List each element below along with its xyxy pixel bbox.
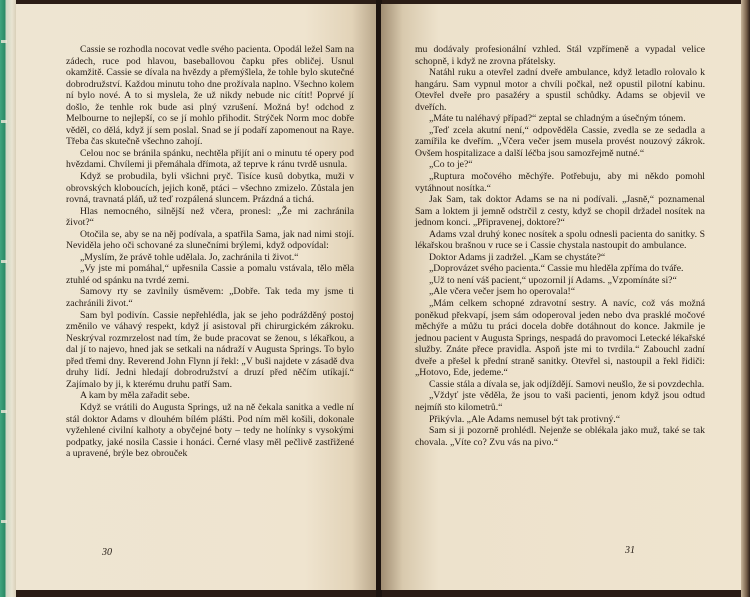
paragraph: „Ale včera večer jsem ho operovala!“ (429, 286, 576, 298)
paragraph: „Vy jste mi pomáhal,“ upřesnila Cassie a pomalu vstávala, tělo měla ztuhlé od spánku na tvrdé zemi. (66, 263, 354, 286)
paragraph: Samovy rty se zavlnily úsměvem: „Dobře. Tak teda my jsme ti zachránili život.“ (66, 286, 354, 310)
book-edge-right (741, 0, 750, 597)
paragraph: Když se vrátili do Augusta Springs, už na ně čekala sanitka a vedle ní stál doktor Adams v dlouhém bílém plášti. Pod ním měl košili, dokonale vyžehlené civilní kalhoty a obyčejné boty – tedy ne holínky s vysokými podpatky, jaké nosila Cassie i honáci. Černé vlasy měl pečlivě zastřižené a upravené, brýle bez obrouček (66, 401, 354, 460)
paragraph: Jak Sam, tak doktor Adams se na ni podívali. „Jasně,“ poznamenal Sam a loktem ji jemně odstrčil z cesty, když se chopil držadel nosítek na jednom konci. „Připravenej, doktore?“ (415, 194, 705, 229)
paragraph: „Teď zcela akutní není,“ odpověděla Cassie, zvedla se ze sedadla a zamířila ke dveřím. „Včera večer jsem musela provést nouzový zákrok. Ovšem hospitalizace a další léčba jsou samozřejmě nutné.“ (415, 124, 705, 159)
page-number: 31 (625, 545, 635, 556)
paragraph: „Ruptura močového měchýře. Potřebuju, aby mi někdo pomohl vytáhnout nosítka.“ (415, 171, 705, 194)
paragraph: Cassie se rozhodla nocovat vedle svého pacienta. Opodál ležel Sam na zádech, ruce pod hlavou, baseballovou čapku přes obličej. Usnul okamžitě. Cassie se dívala na hvězdy a přemýšlela, že tohle bylo skutečné dobrodružství. Každou minutu toho dne prožívala naplno. Všechno kolem ní bylo nové. A to si myslela, že už nikdy nebude nic cítit! Poprvé jí došlo, že tenhle rok bude asi plný vzrušení. Možná by! odchod z Melbourne to nejlepší, co se jí mohlo přihodit. Strýček Norm moc dobře věděl, co dělá, když jí sem poslal. Snad se jí podaří zapomenout na Raye. Třeba čas skutečně všechno zahojí. (66, 44, 354, 148)
paragraph: Sam byl podivín. Cassie nepřehlédla, jak se jeho podrážděný postoj změnilo ve váhavý respekt, když jí asistoval při chirurgickém zákroku. Neskrýval rozmrzelost nad tím, že bude pracovat se ženou, s lékařkou, a dal jí to najevo, hned jak se setkali na nádraží v Augusta Springs. To bylo před třemi dny. Reverend John Flynn jí řekl: „V buši najdete v zásadě dva druhy lidí. Jedni hledají dobrodružství a druzí před něčím utíkají.“ Zajímalo by ji, k kterému druhu patří Sam. (66, 309, 354, 390)
paragraph: Adams vzal druhý konec nosítek a spolu odnesli pacienta do sanitky. S lékařskou brašnou v ruce se i Cassie chystala nastoupit do ambulance. (415, 228, 705, 252)
page-edge-mark (1, 410, 7, 413)
right-page (381, 4, 741, 590)
paragraph: „Co to je?“ (429, 159, 473, 171)
paragraph: Přikývla. „Ale Adams nemusel být tak protivný.“ (429, 413, 621, 425)
paragraph: „Už to není váš pacient,“ upozornil jí Adams. „Vzpomínáte si?“ (429, 274, 677, 286)
page-edge-mark (1, 520, 7, 523)
paragraph: Celou noc se bránila spánku, nechtěla přijít ani o minutu té opery pod hvězdami. Chvílemi ji přemáhala dřímota, až teprve k ránu tvrdě usnula. (66, 147, 354, 171)
left-page (16, 4, 377, 590)
paragraph: „Mám celkem schopné zdravotní sestry. A navíc, což vás možná poněkud překvapí, jsem sám odoperoval jeden nebo dva prasklé močové měchýře a můžu tu práci docela dobře dotáhnout do konce. Jakmile je jednou pacient v Augusta Springs, nespadá do pravomoci Letecké lékařské služby. Znáte přece pravidla. Aspoň jste mi to tvrdila.“ Zabouchl zadní dveře a přešel k přední straně sanitky. Otevřel si, nastoupil a řekl řidiči: „Hotovo, Ede, jedeme.“ (415, 298, 705, 379)
paragraph: „Máte tu naléhavý případ?“ zeptal se chladným a úsečným tónem. (429, 113, 686, 125)
paragraph: Doktor Adams ji zadržel. „Kam se chystáte?“ (429, 251, 606, 263)
right-page-text (415, 44, 705, 448)
paragraph: „Vždyť jste věděla, že jsou to vaši pacienti, jenom když jsou odtud nejmíň sto kilometrů.“ (415, 390, 705, 413)
left-page-text (66, 44, 354, 460)
paragraph: mu dodávaly profesionální vzhled. Stál vzpřímeně a vypadal velice schopně, i když ne zrovna přátelsky. (415, 44, 705, 67)
book-edge-left (0, 0, 16, 597)
paragraph: „Doprovázet svého pacienta.“ Cassie mu hleděla zpříma do tváře. (429, 263, 684, 275)
paragraph: A kam by měla zařadit sebe. (80, 390, 190, 402)
paragraph: Hlas nemocného, silnější než včera, pronesl: „Že mi zachránila život?“ (66, 205, 354, 229)
paragraph: Natáhl ruku a otevřel zadní dveře ambulance, když letadlo rolovalo k hangáru. Sam vypnul motor a chvíli počkal, než opustil pilotní kabinu. Otevřel dveře pro pasažéry a spustil schůdky. Adams se objevil ve dveřích. (415, 67, 705, 113)
paragraph: Když se probudila, byli všichni pryč. Tisíce kusů dobytka, muži v obrovských kloboucích, jejich koně, ptáci – všechno zmizelo. Zůstala jen rovná, travnatá pláň, už teď rozpálená sluncem. Prázdná a tichá. (66, 171, 354, 206)
paragraph: Sam si ji pozorně prohlédl. Nejenže se oblékala jako muž, také se tak chovala. „Víte co? Zvu vás na pivo.“ (415, 425, 705, 448)
page-edge-mark (1, 40, 7, 43)
page-edge-mark (1, 260, 7, 263)
page-edge-mark (1, 120, 7, 123)
paragraph: Cassie stála a dívala se, jak odjíždějí. Samovi neušlo, že si povzdechla. (429, 378, 705, 390)
paragraph: Otočila se, aby se na něj podívala, a spatřila Sama, jak nad nimi stojí. Neviděla jeho oči schované za slunečními brýlemi, když odpovídal: (66, 228, 354, 252)
paragraph: „Myslím, že právě tohle udělala. Jo, zachránila ti život.“ (80, 251, 299, 263)
page-number: 30 (102, 547, 112, 558)
